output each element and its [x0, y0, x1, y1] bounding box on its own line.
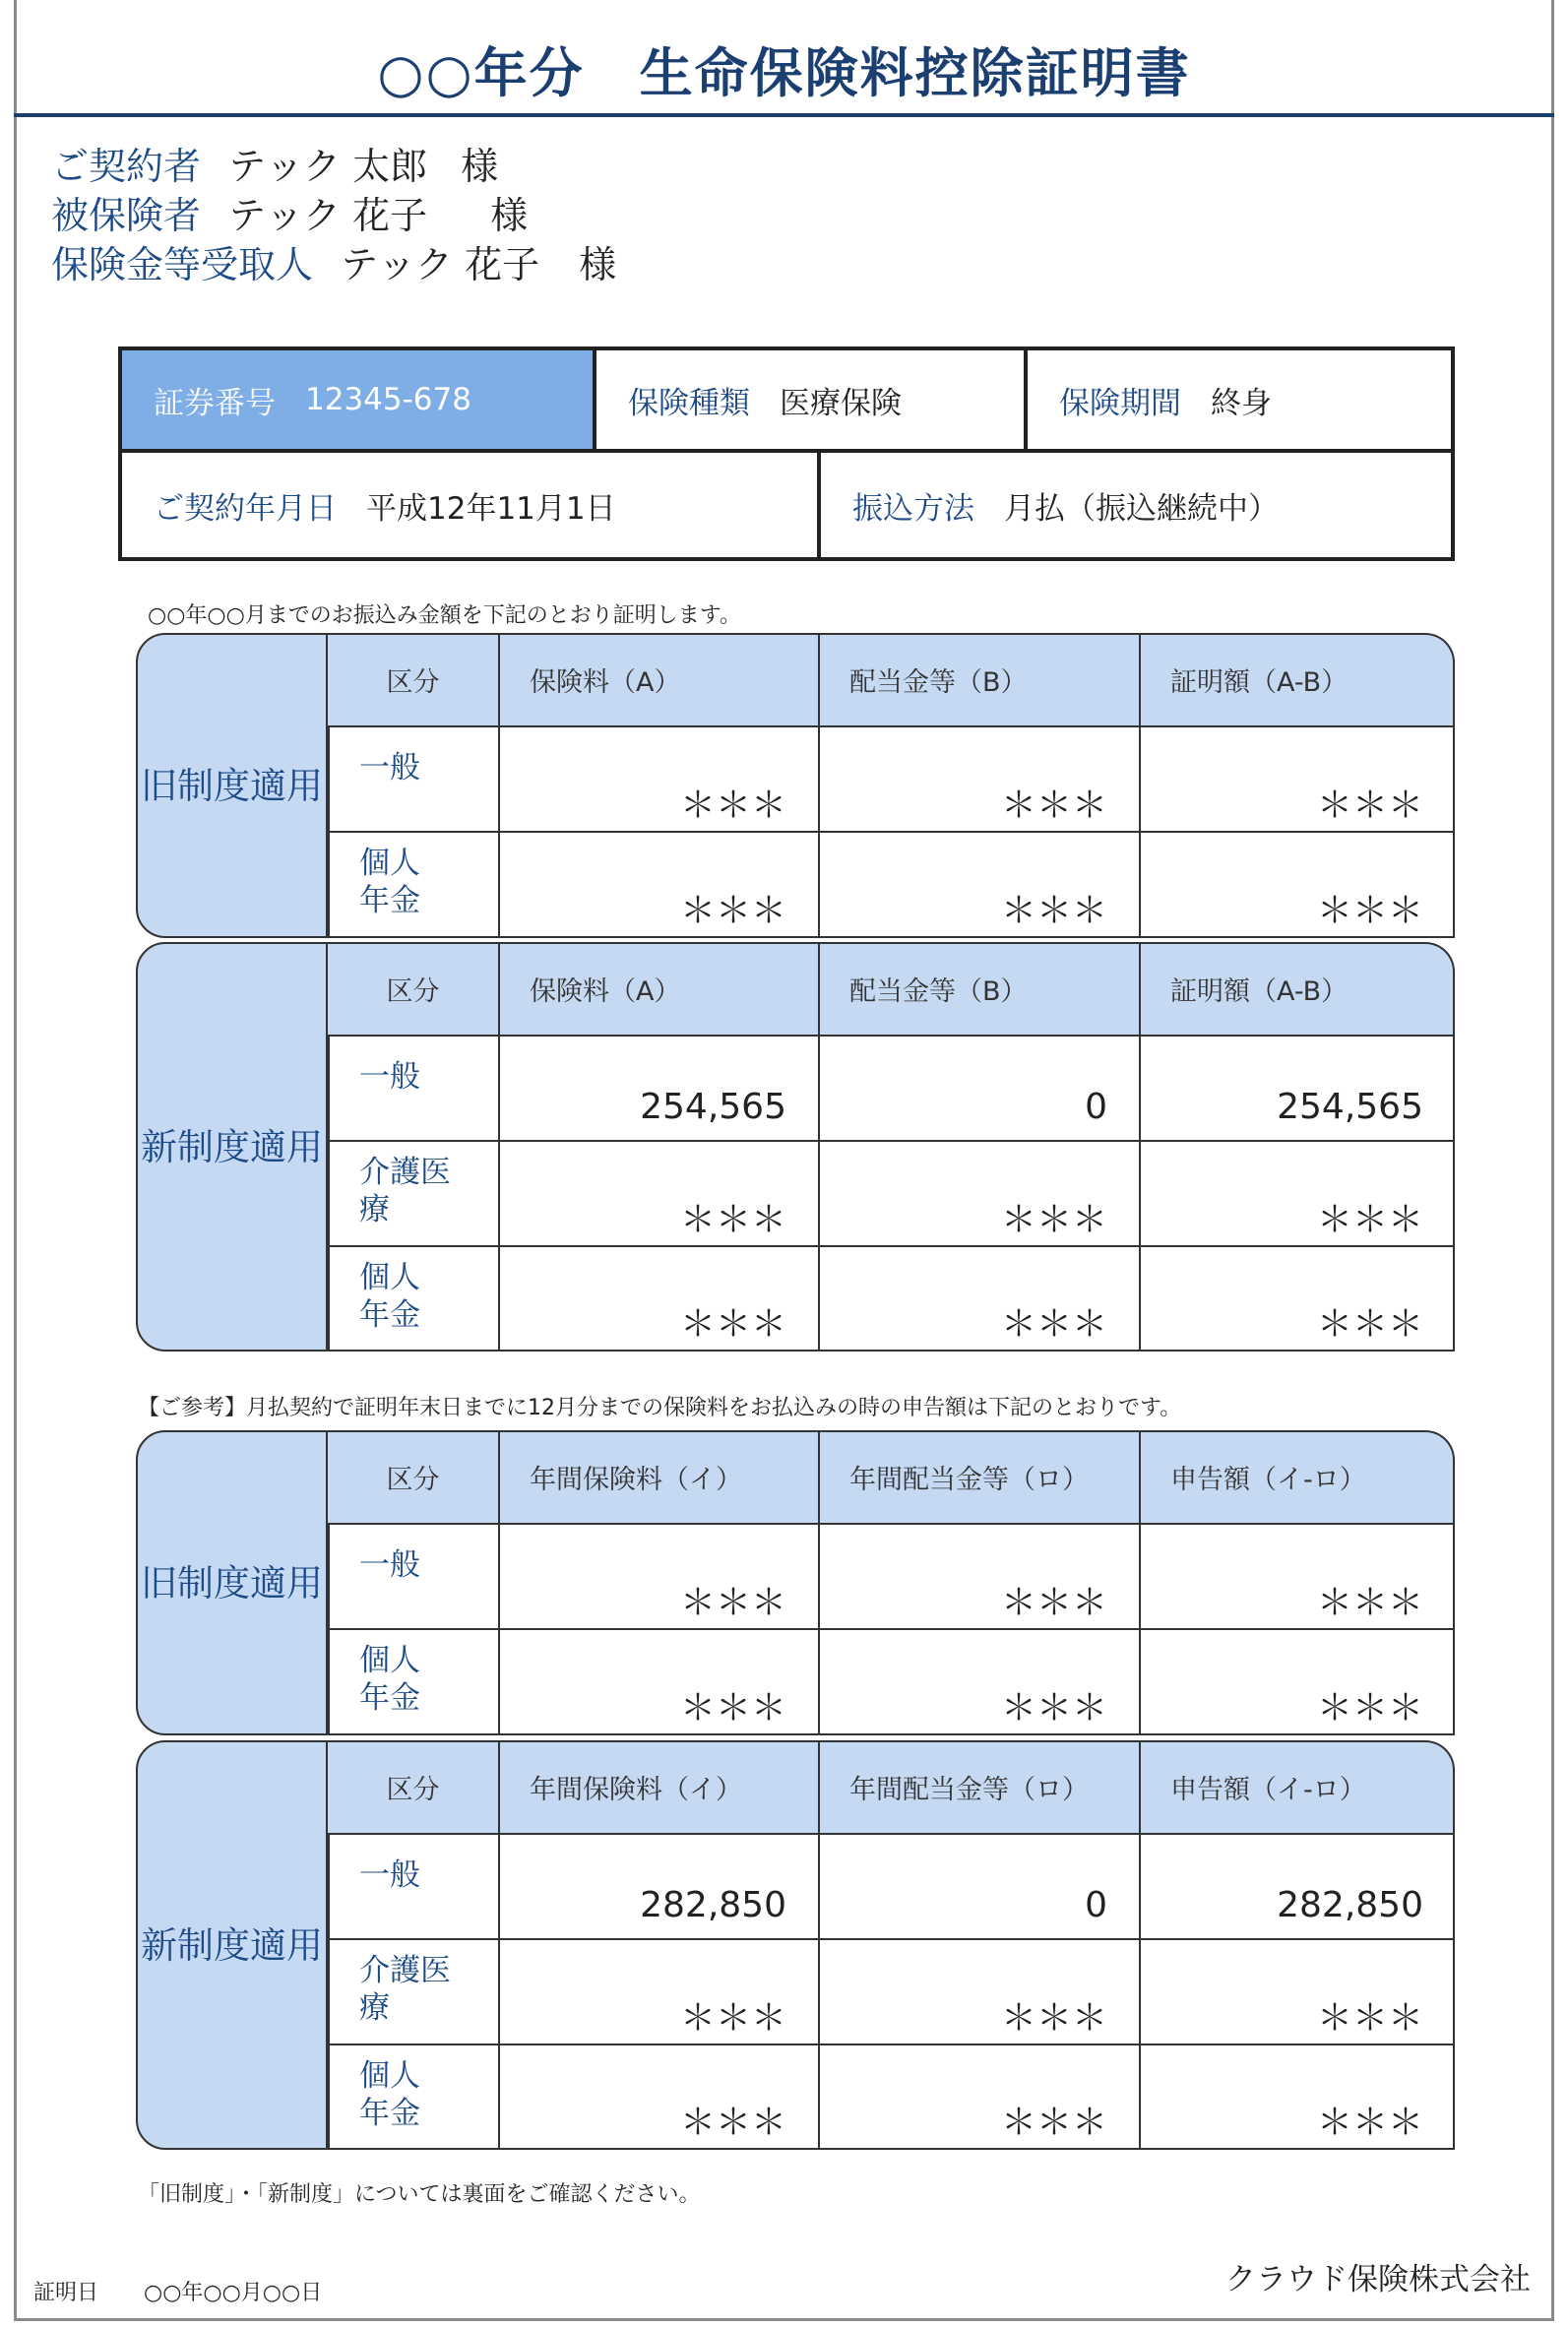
certification-date-label: 証明日: [33, 2281, 99, 2305]
row-label-line: 介護医: [359, 1953, 451, 1988]
insurance-type-cell: [596, 350, 1028, 453]
party-honorific: 様: [579, 243, 617, 286]
amount-cell: ＊＊＊: [1316, 786, 1423, 826]
amount-cell: ＊＊＊: [679, 1304, 786, 1345]
party-honorific: 様: [461, 145, 499, 188]
amount-cell: ＊＊＊: [1000, 1200, 1107, 1240]
system-label: [136, 1740, 328, 2150]
column-divider: [498, 1740, 500, 2150]
insurance-period-label: 保険期間: [1059, 385, 1181, 421]
insurance-type-label: 保険種類: [628, 385, 750, 421]
row-label-line: 年金: [359, 2096, 420, 2131]
certification-note: ○○年○○月までのお振込み金額を下記のとおり証明します。: [148, 603, 742, 628]
amount-cell: ＊＊＊: [679, 2103, 786, 2143]
column-header: 申告額（イ-ロ）: [1170, 1464, 1366, 1495]
amount-cell: ＊＊＊: [1000, 891, 1107, 931]
row-label-line: 年金: [359, 1297, 420, 1333]
row-label-line: 療: [359, 1990, 390, 2026]
title-divider: [14, 113, 1554, 117]
column-header: 区分: [386, 1464, 440, 1495]
amount-cell: ＊＊＊: [679, 891, 786, 931]
amount-cell: ＊＊＊: [1000, 1688, 1107, 1729]
column-divider: [818, 1430, 820, 1735]
row-label-line: 個人: [359, 1643, 420, 1678]
system-label: [136, 942, 328, 1352]
amount-cell: ＊＊＊: [679, 1200, 786, 1240]
column-divider: [818, 942, 820, 1352]
row-label: [359, 1154, 451, 1228]
amount-cell: ＊＊＊: [679, 786, 786, 826]
column-header: 年間保険料（イ）: [530, 1774, 742, 1805]
party-insured: [51, 185, 528, 239]
system-label-line: 新制度: [141, 1125, 250, 1168]
system-label-line: 旧制度: [141, 1561, 250, 1604]
row-label-line: 個人: [359, 846, 420, 881]
amount-cell: ＊＊＊: [1316, 1998, 1423, 2039]
row-label: [359, 1952, 451, 2027]
amount-cell: ＊＊＊: [679, 1998, 786, 2039]
amount-cell: ＊＊＊: [1000, 1998, 1107, 2039]
party-contractor: [51, 136, 498, 190]
party-name: テック 花子: [228, 194, 428, 237]
policy-number-label: 証券番号: [154, 385, 276, 421]
column-divider: [498, 942, 500, 1352]
party-name: テック 太郎: [228, 145, 428, 188]
system-note: 「旧制度」・「新制度」については裏面をご確認ください。: [138, 2182, 701, 2207]
column-divider: [498, 1430, 500, 1735]
column-divider: [818, 1740, 820, 2150]
column-header: 区分: [386, 975, 440, 1007]
amount-cell: 254,565: [1277, 1087, 1423, 1127]
row-label-line: 個人: [359, 1260, 420, 1295]
column-header: 区分: [386, 666, 440, 698]
amount-cell: ＊＊＊: [1316, 1688, 1423, 1729]
insurance-period-cell: [1028, 350, 1451, 453]
row-label-line: 介護医: [359, 1155, 451, 1190]
amount-cell: ＊＊＊: [1000, 1304, 1107, 1345]
system-label-line: 適用: [250, 1923, 323, 1967]
amount-cell: ＊＊＊: [1316, 1583, 1423, 1623]
insurance-period-value: 終身: [1211, 385, 1272, 421]
column-divider: [1139, 942, 1141, 1352]
reference-note: 【ご参考】月払契約で証明年末日までに12月分までの保険料をお払込みの時の申告額は下記のとおりです。: [138, 1396, 1182, 1420]
column-header: 年間配当金等（ロ）: [849, 1774, 1089, 1805]
party-label: ご契約者: [51, 145, 202, 188]
row-label-line: 一般: [359, 1059, 420, 1095]
column-header: 年間配当金等（ロ）: [849, 1464, 1089, 1495]
row-label-line: 個人: [359, 2058, 420, 2094]
system-label-line: 適用: [250, 1561, 323, 1604]
policy-info-box: [118, 346, 1455, 561]
row-label-line: 一般: [359, 1547, 420, 1583]
payment-method-cell: [821, 453, 1451, 557]
column-header: 区分: [386, 1774, 440, 1805]
party-name: テック 花子: [341, 243, 540, 286]
amount-cell: ＊＊＊: [1000, 1583, 1107, 1623]
column-header: 証明額（A-B）: [1170, 666, 1348, 698]
company-name: クラウド保険株式会社: [1225, 2262, 1531, 2297]
column-header: 配当金等（B）: [849, 975, 1028, 1007]
system-label-line: 新制度: [141, 1923, 250, 1967]
row-label: [359, 749, 420, 786]
row-label-line: 療: [359, 1192, 390, 1227]
amount-cell: 0: [1085, 1885, 1107, 1925]
party-beneficiary: [51, 234, 616, 288]
system-label-line: 適用: [250, 764, 323, 807]
payment-method-value: 月払（振込継続中）: [1004, 490, 1279, 527]
contract-date-cell: [122, 453, 821, 557]
amount-cell: 282,850: [640, 1885, 786, 1925]
amount-cell: 254,565: [640, 1087, 786, 1127]
policy-number-value: 12345-678: [305, 382, 471, 417]
certification-date: [33, 2276, 322, 2306]
column-header: 保険料（A）: [530, 975, 681, 1007]
row-label-line: 年金: [359, 883, 420, 918]
row-label-line: 年金: [359, 1680, 420, 1716]
column-header: 申告額（イ-ロ）: [1170, 1774, 1366, 1805]
column-divider: [1139, 1740, 1141, 2150]
system-label-line: 適用: [250, 1125, 323, 1168]
column-header: 配当金等（B）: [849, 666, 1028, 698]
amount-cell: ＊＊＊: [1316, 2103, 1423, 2143]
certification-date-value: ○○年○○月○○日: [144, 2281, 323, 2305]
row-label: [359, 1546, 420, 1584]
contract-date-value: 平成12年11月1日: [366, 490, 616, 527]
amount-cell: ＊＊＊: [679, 1688, 786, 1729]
row-label: [359, 1642, 420, 1717]
system-label-line: 旧制度: [141, 764, 250, 807]
row-label: [359, 845, 420, 919]
column-header: 保険料（A）: [530, 666, 681, 698]
column-divider: [1139, 633, 1141, 938]
column-divider: [498, 633, 500, 938]
system-label: [136, 633, 328, 938]
amount-cell: 282,850: [1277, 1885, 1423, 1925]
column-header: 年間保険料（イ）: [530, 1464, 742, 1495]
insurance-type-value: 医療保険: [780, 385, 902, 421]
amount-cell: ＊＊＊: [679, 1583, 786, 1623]
payment-method-label: 振込方法: [852, 490, 974, 527]
system-label: [136, 1430, 328, 1735]
amount-cell: ＊＊＊: [1000, 2103, 1107, 2143]
row-label: [359, 1058, 420, 1096]
amount-cell: ＊＊＊: [1316, 1200, 1423, 1240]
row-label-line: 一般: [359, 1857, 420, 1893]
party-label: 被保険者: [51, 194, 202, 237]
column-divider: [818, 633, 820, 938]
contract-date-label: ご契約年月日: [154, 490, 337, 527]
deduction-table: [136, 1430, 1455, 1735]
party-honorific: 様: [490, 194, 529, 237]
deduction-table: [136, 633, 1455, 938]
amount-cell: ＊＊＊: [1000, 786, 1107, 826]
deduction-table: [136, 942, 1455, 1352]
row-label: [359, 1856, 420, 1894]
policy-number-cell: [122, 350, 596, 453]
row-label-line: 一般: [359, 750, 420, 786]
column-divider: [1139, 1430, 1141, 1735]
amount-cell: ＊＊＊: [1316, 891, 1423, 931]
amount-cell: ＊＊＊: [1316, 1304, 1423, 1345]
row-label: [359, 2057, 420, 2132]
amount-cell: 0: [1085, 1087, 1107, 1127]
document-title: ○○年分 生命保険料控除証明書: [377, 42, 1191, 104]
row-label: [359, 1259, 420, 1334]
column-header: 証明額（A-B）: [1170, 975, 1348, 1007]
deduction-table: [136, 1740, 1455, 2150]
party-label: 保険金等受取人: [51, 243, 314, 286]
